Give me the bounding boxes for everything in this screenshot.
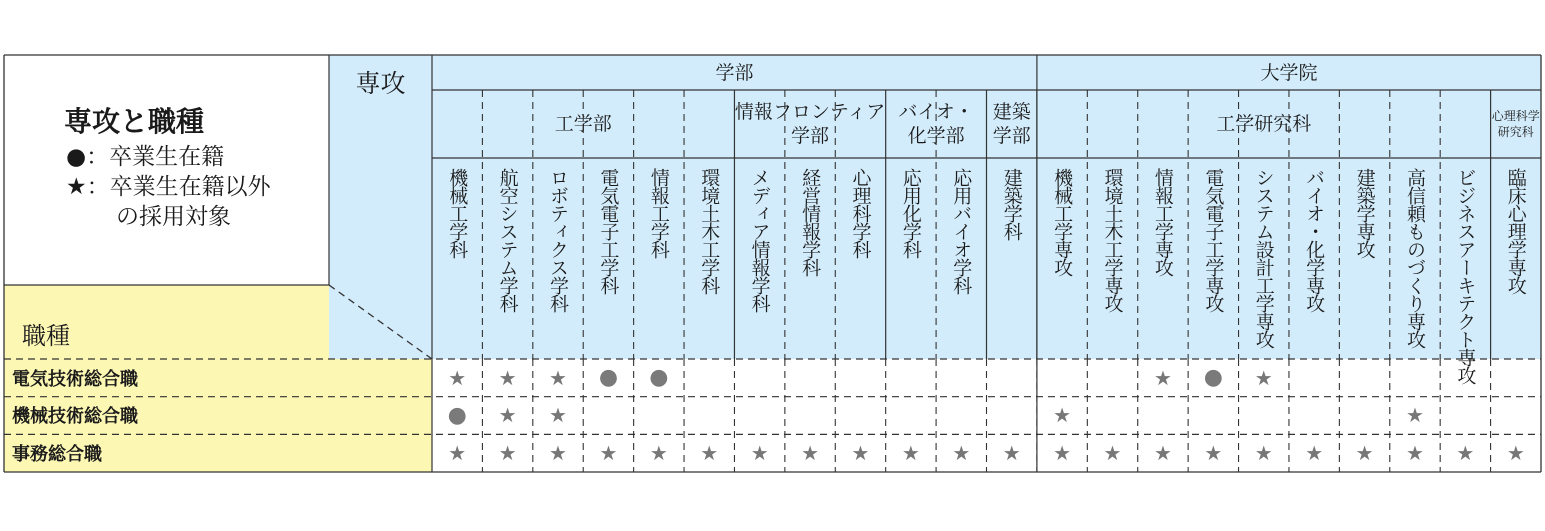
- column-header-label: 経営情報学科: [799, 168, 822, 276]
- column-header-label: 情報工学科: [647, 168, 670, 258]
- circle-icon: ●: [66, 144, 87, 170]
- star-icon: ★: [1153, 365, 1172, 390]
- column-header-label: ビジネスアーキテクト専攻: [1454, 168, 1477, 384]
- column-header-label: 機械工学科: [446, 168, 469, 258]
- star-icon: ★: [498, 441, 517, 466]
- star-icon: ★: [649, 441, 668, 466]
- circle-icon: ●: [1203, 365, 1223, 391]
- star-icon: ★: [1103, 441, 1122, 466]
- job-label: 職種: [22, 322, 70, 350]
- row-label: 機械技術総合職: [12, 406, 138, 428]
- star-icon: ★: [1153, 441, 1172, 466]
- sub-group-header: 情報フロンティア 学部: [734, 101, 886, 147]
- star-icon: ★: [549, 365, 567, 390]
- star-icon: ★: [801, 441, 820, 466]
- column-header-label: 臨床心理学専攻: [1504, 168, 1527, 294]
- column-header-label: 建築学科: [1000, 168, 1023, 240]
- star-icon: ★: [700, 441, 719, 466]
- star-icon: ★: [1053, 403, 1072, 428]
- row-label: 事務総合職: [12, 444, 102, 466]
- circle-icon: ●: [649, 365, 669, 391]
- star-icon: ★: [1305, 441, 1324, 466]
- star-icon: ★: [549, 441, 567, 466]
- row-label: 電気技術総合職: [12, 368, 138, 390]
- star-icon: ★: [1002, 441, 1021, 466]
- top-group-header: 学部: [715, 61, 754, 84]
- sub-group-header: バイオ・ 化学部: [898, 101, 974, 147]
- corner-diagonal: [329, 285, 432, 359]
- star-icon: ★: [952, 441, 971, 466]
- column-header-label: バイオ・化学専攻: [1303, 168, 1326, 312]
- column-header-label: 情報工学専攻: [1151, 168, 1174, 276]
- column-header-label: ロボティクス学科: [547, 168, 570, 312]
- star-icon: ★: [549, 403, 567, 428]
- star-icon: ★: [1506, 441, 1525, 466]
- column-header-label: 心理科学科: [849, 168, 872, 258]
- column-header-label: 環境土木工学専攻: [1101, 168, 1124, 312]
- legend-item-label: の採用対象: [116, 204, 231, 230]
- sub-group-header: 工学部: [554, 113, 612, 135]
- star-icon: ★: [901, 441, 920, 466]
- star-icon: ★: [750, 441, 769, 466]
- top-group-header: 大学院: [1260, 61, 1318, 84]
- column-header-label: 機械工学専攻: [1051, 168, 1074, 276]
- star-icon: ★: [1456, 441, 1475, 466]
- column-header-label: メディア情報学科: [748, 168, 771, 312]
- star-icon: ★: [1406, 403, 1424, 428]
- sub-group-header: 工学研究科: [1216, 113, 1312, 135]
- star-icon: ★: [851, 441, 870, 466]
- column-header-label: 応用化学科: [899, 168, 922, 258]
- column-header-label: 電気電子工学科: [597, 168, 620, 294]
- column-header-label: 応用バイオ学科: [950, 168, 973, 294]
- legend-item-label: ：卒業生在籍以外: [86, 174, 271, 200]
- sub-group-header: 心理科学 研究科: [1491, 109, 1540, 139]
- star-icon: ★: [1355, 441, 1374, 466]
- star-icon: ★: [448, 365, 467, 390]
- column-header-label: 環境土木工学科: [698, 168, 721, 294]
- star-icon: ★: [599, 441, 618, 466]
- sub-group-header: 建築 学部: [992, 101, 1031, 147]
- column-header-label: 電気電子工学専攻: [1202, 168, 1225, 312]
- column-header-label: 航空システム学科: [496, 168, 519, 312]
- column-header-label: システム設計工学専攻: [1252, 168, 1275, 348]
- major-label: 専攻: [355, 69, 406, 98]
- legend-title: 専攻と職種: [64, 105, 205, 138]
- star-icon: ★: [1204, 441, 1223, 466]
- star-icon: ★: [1406, 441, 1424, 466]
- legend-item-label: ：卒業生在籍: [86, 144, 225, 170]
- star-icon: ★: [448, 441, 467, 466]
- column-header-label: 建築学専攻: [1353, 168, 1376, 258]
- star-icon: ★: [1053, 441, 1072, 466]
- star-icon: ★: [1254, 441, 1273, 466]
- column-header-label: 高信頼ものづくり専攻: [1403, 168, 1426, 348]
- star-icon: ★: [498, 403, 517, 428]
- circle-icon: ●: [598, 365, 619, 391]
- star-icon: ★: [498, 365, 517, 390]
- circle-icon: ●: [447, 402, 467, 428]
- star-icon: ★: [1254, 365, 1273, 390]
- star-icon: ★: [66, 174, 87, 200]
